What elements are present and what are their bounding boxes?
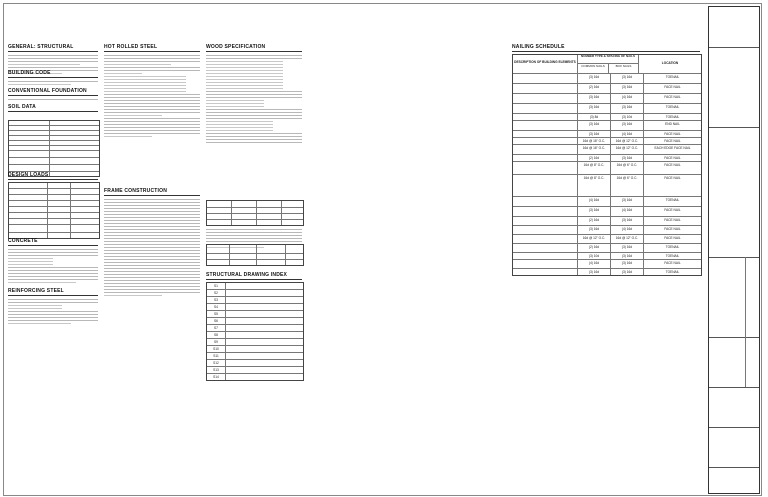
- nailing-row: [513, 217, 701, 226]
- section-title: STRUCTURAL DRAWING INDEX: [206, 272, 288, 278]
- index-sheet-title: [226, 332, 303, 338]
- row-description: [513, 155, 578, 161]
- title-block: [708, 6, 760, 494]
- index-sheet-number: S1: [207, 283, 226, 289]
- index-sheet-title: [226, 353, 303, 359]
- nailing-row: [513, 138, 701, 145]
- row-location: FACE NAIL: [664, 235, 681, 240]
- index-sheet-title: [226, 304, 303, 310]
- index-row: [207, 367, 303, 374]
- row-description: [513, 207, 578, 216]
- nailing-row: [513, 84, 701, 94]
- soil-data-table: [8, 120, 100, 177]
- row-description: [513, 217, 578, 225]
- nailing-row: [513, 131, 701, 138]
- index-row: [207, 346, 303, 353]
- row-common-nails: 16d @ 16" O.C.: [578, 145, 611, 154]
- index-sheet-title: [226, 290, 303, 296]
- row-box-nails: 16d @ 12" O.C.: [611, 145, 644, 154]
- index-sheet-number: S4: [207, 304, 226, 310]
- section-title: CONCRETE: [8, 238, 38, 244]
- row-box-nails: (3) 16d: [611, 244, 644, 252]
- row-location: TOENAIL: [665, 114, 680, 119]
- row-common-nails: (3) 16d: [578, 131, 611, 137]
- design-loads-table: [8, 182, 100, 239]
- row-box-nails: 16d @ 6" O.C.: [611, 162, 644, 174]
- row-description: [513, 253, 578, 259]
- row-location: FACE NAIL: [664, 260, 681, 265]
- row-common-nails: (3) 16d: [578, 226, 611, 234]
- section-title: HOT ROLLED STEEL: [104, 44, 158, 50]
- wood-table-1: [206, 200, 304, 226]
- wood-table-2: [206, 244, 304, 266]
- index-sheet-number: S12: [207, 360, 226, 366]
- row-box-nails: (3) 16d: [611, 260, 644, 268]
- index-sheet-number: S13: [207, 367, 226, 373]
- nailing-row: [513, 207, 701, 217]
- index-sheet-number: S5: [207, 311, 226, 317]
- row-description: [513, 235, 578, 243]
- row-description: [513, 138, 578, 144]
- index-sheet-number: S2: [207, 290, 226, 296]
- section-concrete: [8, 238, 98, 285]
- row-location: FACE NAIL: [664, 217, 681, 222]
- index-row: [207, 290, 303, 297]
- index-sheet-title: [226, 297, 303, 303]
- section-title: SOIL DATA: [8, 104, 36, 110]
- row-box-nails: (4) 16d: [611, 94, 644, 103]
- section-wood-specification: [206, 44, 302, 145]
- header-number-type: NUMBER TYPE & SPACING OF NAILS: [578, 55, 638, 64]
- header-description: DESCRIPTION OF BUILDING ELEMENTS: [513, 55, 578, 73]
- row-common-nails: (2) 16d: [578, 155, 611, 161]
- index-row: [207, 283, 303, 290]
- row-description: [513, 244, 578, 252]
- index-sheet-title: [226, 318, 303, 324]
- row-box-nails: (3) 16d: [611, 121, 644, 130]
- row-common-nails: (4) 16d: [578, 260, 611, 268]
- row-box-nails: (4) 16d: [611, 207, 644, 216]
- row-description: [513, 114, 578, 120]
- row-common-nails: (2) 16d: [578, 244, 611, 252]
- row-location: END NAIL: [665, 121, 680, 126]
- section-structural-drawing-index: [206, 272, 302, 280]
- index-row: [207, 339, 303, 346]
- index-sheet-number: S14: [207, 374, 226, 380]
- section-title: DESIGN LOADS: [8, 172, 49, 178]
- row-common-nails: 16d @ 8" O.C.: [578, 162, 611, 174]
- index-row: [207, 360, 303, 367]
- nailing-row: [513, 269, 701, 275]
- section-title: GENERAL: STRUCTURAL: [8, 44, 74, 50]
- row-location: TOENAIL: [665, 253, 680, 258]
- nailing-row: [513, 235, 701, 244]
- row-location: FACE NAIL: [664, 207, 681, 212]
- header-location: LOCATION: [661, 61, 679, 65]
- row-description: [513, 145, 578, 154]
- index-row: [207, 325, 303, 332]
- index-row: [207, 297, 303, 304]
- row-location: TOENAIL: [665, 197, 680, 202]
- section-title: NAILING SCHEDULE: [512, 44, 565, 50]
- section-building-code: [8, 70, 98, 87]
- nailing-row: [513, 74, 701, 84]
- section-hot-rolled-steel: [104, 44, 200, 139]
- row-common-nails: (3) 16d: [578, 104, 611, 113]
- row-location: FACE NAIL: [664, 226, 681, 231]
- section-soil-data: [8, 104, 98, 112]
- row-box-nails: (3) 16d: [611, 269, 644, 275]
- row-box-nails: (4) 16d: [611, 226, 644, 234]
- nailing-row: [513, 244, 701, 253]
- nailing-row: [513, 162, 701, 175]
- row-common-nails: 16d @ 16" O.C.: [578, 138, 611, 144]
- index-row: [207, 374, 303, 380]
- row-common-nails: (4) 16d: [578, 197, 611, 206]
- drawing-index-table: [206, 282, 304, 381]
- index-sheet-number: S3: [207, 297, 226, 303]
- header-box-nails: BOX NAILS: [615, 64, 632, 68]
- row-description: [513, 104, 578, 113]
- index-sheet-number: S11: [207, 353, 226, 359]
- row-location: TOENAIL: [665, 104, 680, 109]
- index-sheet-title: [226, 360, 303, 366]
- nailing-row: [513, 197, 701, 207]
- section-title: CONVENTIONAL FOUNDATION: [8, 88, 87, 94]
- index-sheet-title: [226, 367, 303, 373]
- index-sheet-title: [226, 339, 303, 345]
- row-common-nails: (3) 16d: [578, 121, 611, 130]
- row-common-nails: (2) 16d: [578, 84, 611, 93]
- index-sheet-number: S6: [207, 318, 226, 324]
- section-title: BUILDING CODE: [8, 70, 51, 76]
- row-description: [513, 162, 578, 174]
- row-description: [513, 269, 578, 275]
- index-sheet-title: [226, 374, 303, 380]
- header-nails-group: [578, 55, 639, 73]
- index-row: [207, 304, 303, 311]
- row-location: TOENAIL: [665, 269, 680, 274]
- row-box-nails: (3) 16d: [611, 217, 644, 225]
- index-row: [207, 318, 303, 325]
- row-box-nails: (4) 16d: [611, 131, 644, 137]
- row-box-nails: 16d @ 12" O.C.: [611, 138, 644, 144]
- row-box-nails: (3) 16d: [611, 155, 644, 161]
- index-sheet-title: [226, 283, 303, 289]
- nailing-row: [513, 104, 701, 114]
- row-box-nails: (3) 16d: [611, 74, 644, 83]
- index-sheet-number: S9: [207, 339, 226, 345]
- section-conventional-foundation: [8, 88, 98, 102]
- row-box-nails: (3) 16d: [611, 84, 644, 93]
- row-common-nails: (3) 16d: [578, 207, 611, 216]
- nailing-schedule-table: [512, 54, 702, 276]
- row-common-nails: 16d @ 12" O.C.: [578, 235, 611, 243]
- nailing-row: [513, 253, 701, 260]
- row-location: FACE NAIL: [664, 138, 681, 143]
- row-location: FACE NAIL: [664, 175, 681, 180]
- nailing-row: [513, 226, 701, 235]
- index-sheet-number: S10: [207, 346, 226, 352]
- section-title: WOOD SPECIFICATION: [206, 44, 266, 50]
- row-location: FACE NAIL: [664, 94, 681, 99]
- index-row: [207, 332, 303, 339]
- row-common-nails: (3) 8d: [578, 114, 611, 120]
- nailing-row: [513, 94, 701, 104]
- row-description: [513, 121, 578, 130]
- row-box-nails: (3) 16d: [611, 197, 644, 206]
- section-reinforcing-steel: [8, 288, 98, 326]
- nailing-header-row: [513, 55, 701, 74]
- index-row: [207, 353, 303, 360]
- row-common-nails: 16d @ 8" O.C.: [578, 175, 611, 196]
- section-frame-construction: [104, 188, 200, 298]
- row-description: [513, 226, 578, 234]
- row-description: [513, 74, 578, 83]
- index-sheet-title: [226, 325, 303, 331]
- row-common-nails: (2) 16d: [578, 217, 611, 225]
- nailing-row: [513, 155, 701, 162]
- section-title: REINFORCING STEEL: [8, 288, 64, 294]
- row-box-nails: 16d @ 6" O.C.: [611, 175, 644, 196]
- header-common-nails: COMMON NAILS: [578, 64, 609, 73]
- row-location: TOENAIL: [665, 74, 680, 79]
- row-description: [513, 260, 578, 268]
- row-location: TOENAIL: [665, 244, 680, 249]
- row-description: [513, 197, 578, 206]
- index-row: [207, 311, 303, 318]
- row-location: FACE NAIL: [664, 84, 681, 89]
- section-nailing-schedule: [512, 44, 700, 52]
- section-title: FRAME CONSTRUCTION: [104, 188, 168, 194]
- row-location: FACE NAIL: [664, 131, 681, 136]
- row-description: [513, 84, 578, 93]
- nailing-row: [513, 260, 701, 269]
- nailing-row: [513, 114, 701, 121]
- nailing-row: [513, 175, 701, 197]
- row-box-nails: (3) 16d: [611, 104, 644, 113]
- section-design-loads: [8, 172, 98, 180]
- row-common-nails: (3) 16d: [578, 74, 611, 83]
- row-description: [513, 175, 578, 196]
- index-sheet-title: [226, 311, 303, 317]
- row-location: EACH EDGE FACE NAIL: [654, 145, 691, 150]
- index-sheet-title: [226, 346, 303, 352]
- row-box-nails: (3) 16d: [611, 253, 644, 259]
- nailing-row: [513, 121, 701, 131]
- row-common-nails: (3) 16d: [578, 269, 611, 275]
- row-box-nails: (3) 10d: [611, 114, 644, 120]
- row-common-nails: (3) 16d: [578, 94, 611, 103]
- index-sheet-number: S7: [207, 325, 226, 331]
- row-description: [513, 131, 578, 137]
- index-sheet-number: S8: [207, 332, 226, 338]
- nailing-row: [513, 145, 701, 155]
- row-location: FACE NAIL: [664, 155, 681, 160]
- row-location: FACE NAIL: [664, 162, 681, 167]
- row-box-nails: 16d @ 12" O.C.: [611, 235, 644, 243]
- row-common-nails: (3) 10d: [578, 253, 611, 259]
- row-description: [513, 94, 578, 103]
